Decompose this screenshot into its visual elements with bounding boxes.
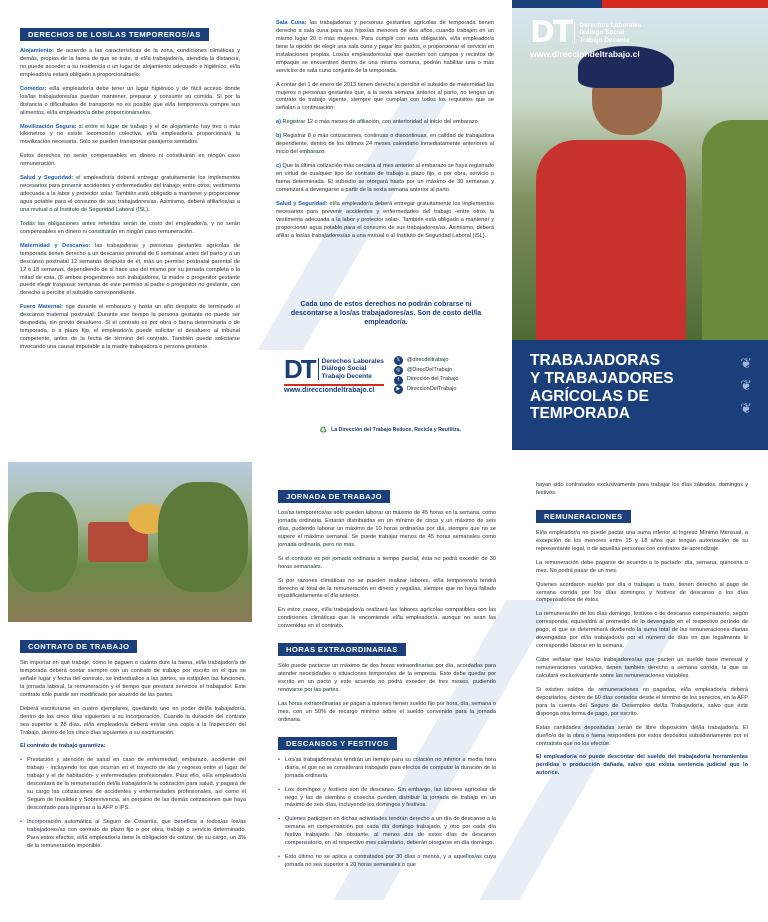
- derechos-text: rige durante el embarazo y hasta un año después de terminado el descanso maternal postnatal. Durante ese tiempo la persona gestante no puede ser despedida, sin previo desafuero. Si el contrato es por obra o faena determinada o de temporada, o a plazo fijo, el empleador/a puede solicitar el desafuero al tribunal competente, antes de la fecha de término del contrato. También puede solicitarse invocando una causal imputable a la madre trabajadora o persona gestante.: [20, 304, 240, 350]
- sala-cuna-label: Salud y Seguridad:: [276, 200, 328, 207]
- derechos-label: Salud y Seguridad:: [20, 175, 74, 182]
- contrato-panel: [20, 636, 246, 920]
- cover-title: [512, 340, 768, 450]
- contact-block: [284, 356, 504, 416]
- sala-cuna-text: el/la empleador/a deberá entregar gratuitamente los implementos necesarios para prevenir accidentes y enfermedades del trabajo -entre otros la vestimenta adecuada a la labor y protector solar-. También está obligado a mantener y proporcionar agua potable para el consumo de sus trabajadores/as. Asimismo, deberá afiliar a los/as trabajadores/as a una mutual o al Instituto de Seguridad Laboral (ISL).: [276, 200, 494, 239]
- remuneraciones-paragraph: La remuneración de los días domingo, festivos o de descanso compensatorio, según corresponda, equivaldrá al promedio de lo devengado en el respectivo período de pago, el que se determinará dividiendo la suma total de las remuneraciones diarias devengadas por el/la trabajador/a por el número de días en que legalmente le correspondió laborar en la semana.: [536, 611, 748, 650]
- sala-cuna-text: Que la última cotización más cercana al mes anterior al embarazo se haya registrado en virtud de cualquier tipo de contrato de trabajo a plazo fijo, o por obra, servicio o faena determinada. El subsidio se otorgará hasta por un máximo de 30 semanas y comenzará a devengarse a partir de la sexta semana anterior al parto.: [276, 163, 494, 193]
- derechos-paragraph: [20, 124, 240, 148]
- social-handle: DireccionDelTrabajo: [406, 385, 457, 392]
- sala-cuna-paragraph: [276, 20, 494, 76]
- jornada-paragraph: En estos casos, el/la trabajador/a realizará las labores agrícolas compatibles con las condiciones climáticas que le encomiende el/la empleador/a, aunque no sean las convenidas en el contrato.: [278, 607, 496, 630]
- logo-line: Diálogo Social: [321, 365, 367, 373]
- remuneraciones-paragraph: La remuneración debe pagarse de acuerdo a lo pactado: día, semana, quincena o mes. No podrá pasar de un mes.: [536, 559, 748, 574]
- dt-letters-large: DT: [530, 15, 572, 50]
- descansos-bullet: • Los/as trabajadores/as tendrán un tiempo para su colación no inferior a media hora diaria, el que no se considerará trabajado para efectos de computar la duración de la jornada ordinaria.: [278, 757, 496, 781]
- derechos-text: Estos derechos no serán compensables en dinero ni constituirán en ningún caso remuneración.: [20, 153, 240, 168]
- remuneraciones-heading: REMUNERACIONES: [536, 510, 631, 523]
- derechos-text: el empleador/a deberá entregar gratuitamente los implementos necesarios para prevenir accidentes y enfermedades del trabajo; entre otros, vestimenta adecuada a la labor y protector solar. También está obligado a mantener y proporcionar agua potable para el consumo de sus trabajadores/as. Asimismo, deberá afiliarlos/as a una mutual o al Instituto de Seguridad Laboral (ISL).: [20, 175, 240, 213]
- logo-line: Y TRABAJADORES: [530, 369, 674, 387]
- cover-web-link[interactable]: www.direcciondeltrabajo.cl: [530, 49, 640, 59]
- notice-text: Cada uno de estos derechos no podrán cobrarse ni descontarse a los/as trabajadores/as. Son de costo del/la empleador/a.: [290, 301, 482, 327]
- flag-stripe: [512, 0, 768, 8]
- contrato-bullet: • Incorporación automática al Seguro de Cesantía, que beneficia a todos/as los/as trabajadores/as con contrato de plazo fijo o por obra, trabajo o servicio determinado. Para estos efectos, el/la empleador/a tiene la obligación de cotizar, de su cargo, un 3% de la remuneración imponible.: [20, 819, 246, 851]
- derechos-paragraph: [20, 221, 240, 237]
- cover-panel: [512, 0, 768, 450]
- contrato-paragraph: Sin importar en qué trabaje, cómo le paguen o cuánto dure la faena, el/la trabajador/a de temporada deberá contar siempre con un contrato de trabajo por escrito en el que se señale lugar y fecha del contrato, se individualice a las partes, se estipulen las funciones, la jornada laboral, la remuneración y el tiempo que prestará servicios el trabajador. Este contrato sólo puede ser modificado por acuerdo de las partes.: [20, 660, 246, 698]
- social-item[interactable]: [394, 375, 459, 385]
- remuneraciones-final: El empleador/a no puede descontar del sueldo del trabajador/a herramientas perdidas o producción dañada, salvo que exista sentencia judicial que lo autorice.: [536, 754, 748, 777]
- instagram-icon: ◎: [394, 366, 403, 375]
- extra-paragraph: Las horas extraordinarias se pagan a quienes tienen sueldo fijo por hora, día, semana o mes, con un 50% de recargo mínimo sobre el sueldo convenido para la jornada ordinaria.: [278, 700, 496, 723]
- dt-logo: [530, 15, 730, 59]
- twitter-icon: 𝕏: [394, 356, 403, 365]
- contrato-paragraph: Deberá escriturarse en cuatro ejemplares, quedando uno en poder del/la trabajador/a, dentro de los cinco días siguientes a su incorporación. Cuando la duración del contrato sea superior a 28 días, el/la empleador/a deberá enviar una copia a la Inspección del Trabajo, dentro de los cinco días siguientes a su escrituración.: [20, 705, 246, 736]
- sala-cuna-label: a): [276, 119, 281, 126]
- descansos-bullet: • Esto último no se aplica a contratados por 30 días o menos, y a aquellos/as cuya jornada no sea superior a 20 horas semanales o que: [278, 854, 496, 870]
- web-link[interactable]: www.direcciondeltrabajo.cl: [284, 384, 384, 394]
- contrato-heading: CONTRATO DE TRABAJO: [20, 640, 137, 653]
- sala-cuna-paragraph: [276, 133, 494, 157]
- orchard-photo: [8, 462, 252, 622]
- derechos-paragraph: [20, 48, 240, 80]
- derechos-paragraph: [20, 153, 240, 169]
- jornada-paragraph: Si el contrato es por jornada ordinaria a tiempo parcial, ésta no podrá exceder de 30 horas semanales.: [278, 555, 496, 570]
- descansos-bullet: • Quienes participen en dichas actividades tendrán derecho a un día de descanso a la semana en compensación por cada día domingo trabajado, y otro por cada día festivo trabajado. No obstante, al menos dos de estos días de descanso compensatorio, en el respectivo mes calendario, deberán otorgarse en día domingo.: [278, 816, 496, 848]
- social-item[interactable]: [394, 385, 459, 395]
- sala-cuna-panel: [276, 20, 494, 300]
- logo-line: TEMPORADA: [530, 405, 630, 423]
- derechos-text: si entre el lugar de trabajo y el de alojamiento hay tres o más kilómetros y no existe locomoción colectiva, el/la empleador/a proporcionará la movilización necesaria. Sólo se pueden transportar pasajeros sentados.: [20, 123, 240, 146]
- derechos-paragraph: [20, 175, 240, 215]
- remuneraciones-paragraph: El/la empleador/a no puede pactar una suma inferior al Ingreso Mínimo Mensual, a excepción de los menores entre 15 y 18 años que tengan autorización de su representante legal, o de aquellas personas con contratos de aprendizaje.: [536, 529, 748, 552]
- derechos-label: Fuero Maternal:: [20, 304, 63, 311]
- remuneraciones-paragraph: Estas cantidades depositadas serán de libre disposición del/la trabajador/a. El dueño/a de la obra o faena responderá por estos depósitos subsidiariamente por el contratista que no los efectúe.: [536, 724, 748, 747]
- derechos-text: de acuerdo a las características de la zona, condiciones climáticas y demás, propias de la faena de que se trate, si el/la trabajador/a, atendida la distancia, no puede acceder a su residencia o un lugar de alojamiento adecuado e higiénico, el/la empleador/a estará obligado a proporcionárselo.: [20, 48, 240, 78]
- logo-line: Derechos Laborales: [321, 357, 384, 365]
- sala-cuna-text: A contar del 1 de enero de 2013 tienen derecho a percibir el subsidio de maternidad las mujeres o personas gestantes que, a la sexta semana anterior al parto, no tengan un contrato de trabajo vigente, siempre que cumplan con todos los requisitos que se señalan a continuación:: [276, 81, 494, 112]
- logo-line: Trabajo Decente: [321, 372, 372, 380]
- dt-logo-small: [284, 356, 384, 395]
- sala-cuna-paragraph: [276, 82, 494, 114]
- contrato-bullet: • Prestación y atención de salud en caso de enfermedad, embarazo, accidente del trabajo - incluyendo los que ocurran en el trayecto de ida y regreso entre el lugar de trabajo y el de habitación- y enfermedades profesionales. Para ello, el/la empleador/a descontará de la remuneración del/la trabajador/a la cotización para salud, y pagará de su cargo las cotizaciones de accidentes y enfermedades profesionales, así como el Seguro de Invalidez y Sobrevivencia, sin perjuicio de las demás cotizaciones que haya descontado para ingresar a la AFP o IPS.: [20, 757, 246, 813]
- sala-cuna-text: Registrar 8 o más cotizaciones, continuas o discontinuas, en calidad de trabajadora dependiente, dentro de los últimos 24 meses calendario inmediatamente anteriores al inicio del embarazo.: [276, 133, 494, 156]
- remuneraciones-paragraph: Cabe señalar que los/as trabajadores/as que pacten un sueldo base mensual y remuneraciones variables, tienen también derecho a semana corrida, la que se calculará exclusivamente sobre las remuneraciones variables.: [536, 657, 748, 679]
- youtube-icon: ▶: [394, 385, 403, 394]
- logo-line: AGRÍCOLAS DE: [530, 387, 649, 405]
- derechos-heading: DERECHOS DE LOS/LAS TEMPOREROS/AS: [20, 28, 209, 41]
- remuneraciones-paragraph: Si existen saldos de remuneraciones no pagadas, el/la empleador/a deberá depositarlos, dentro de 60 días contados desde el término de los servicios, en la AFP para la cuenta del Seguro de Desempleo del/la Trabajador/a, salvo que éste disponga otra forma de pago, por escrito.: [536, 686, 748, 717]
- jornada-panel: [278, 486, 496, 922]
- derechos-label: Comedor:: [20, 85, 47, 92]
- social-item[interactable]: [394, 366, 459, 376]
- garantiza-label: El contrato de trabajo garantiza:: [20, 743, 106, 750]
- derechos-paragraph: [20, 304, 240, 352]
- logo-line: Diálogo Social: [579, 29, 625, 37]
- derechos-text: las trabajadoras y personas gestantes agrícolas de temporada tienen derecho a un descanso prenatal de 6 semanas antes del parto y a un descanso postnatal 12 semanas después de él, más un permiso postnatal parental de 12 ó 18 semanas, dependiendo de si hace uso del mismo por su jornada completa o la mitad de esta, (6 ambos progenitores son trabajadores, la madre o progenitor gestante puede elegir traspasar semanas de este permiso al padre o progenitor no gestante, con derecho a percibir el subsidio correspondiente.: [20, 242, 240, 297]
- sala-cuna-text: Registrar 12 o más meses de afiliación, con anterioridad al inicio del embarazo.: [280, 119, 480, 126]
- derechos-text: el/la empleador/a debe tener un lugar higiénico y de fácil acceso donde los/las trabajadores/as puedan mantener, preparar y consumir su comida. Si por la distancia o dificultades de transporte no es posible que el/la temporero/a compre sus alimentos, el/la empleador/a debe proporcionárselos.: [20, 85, 240, 116]
- remuneraciones-lead: hayan sido contratados exclusivamente para trabajar los días sábados, domingos y festivos.: [536, 482, 748, 496]
- derechos-panel: [20, 24, 240, 424]
- recycle-note: ♻ La Dirección del Trabajo Reduce, Recicla y Reutiliza.: [319, 424, 461, 435]
- derechos-label: Alojamiento:: [20, 48, 54, 54]
- facebook-icon: f: [394, 376, 403, 385]
- extra-heading: HORAS EXTRAORDINARIAS: [278, 643, 406, 656]
- descansos-bullet: • Los domingos y festivos son de descanso. Sin embargo, las labores agrícolas de riego y las de siembra o cosecha pueden distribuir la jornada de trabajo en un máximo de seis días, incluyendo los domingos y festivos.: [278, 787, 496, 811]
- logo-line: Derechos Laborales: [579, 21, 642, 29]
- jornada-heading: JORNADA DE TRABAJO: [278, 490, 390, 503]
- jornada-paragraph: Los/as temporeros/as sólo pueden laborar un máximo de 45 horas en la semana, como jornada ordinaria. Estarán distribuidas en un mínimo de cinco y un máximo de seis días, pudiendo laborar un máximo de 10 horas ordinarias por día, siempre que no se supere el máximo semanal. Se puede trabajar menos de 45 horas semanales como jornada ordinaria, pero no más.: [278, 510, 496, 548]
- wheat-icon: ❦ ❦ ❦: [740, 355, 752, 416]
- derechos-paragraph: [20, 86, 240, 118]
- sala-cuna-label: c): [276, 163, 281, 170]
- sala-cuna-paragraph: [276, 201, 494, 241]
- sala-cuna-label: b): [276, 133, 282, 140]
- social-item[interactable]: [394, 356, 459, 366]
- remuneraciones-panel: [536, 482, 748, 922]
- social-handle: @direcdeltrabajo: [406, 357, 449, 363]
- social-handle: Dirección del Trabajo: [406, 376, 459, 383]
- sala-cuna-label: Sala Cuna:: [276, 20, 307, 26]
- sala-cuna-paragraph: [276, 119, 494, 127]
- derechos-text: Todas las obligaciones antes referidas serán de costo del empleador/a, y no serán compensables en dinero ni constituirán en ningún caso remuneración.: [20, 220, 240, 235]
- sala-cuna-paragraph: [276, 163, 494, 195]
- social-handle: @DirecDelTrabajo: [406, 366, 452, 373]
- derechos-label: Movilización Segura:: [20, 123, 77, 130]
- jornada-paragraph: Si por razones climáticas no se pueden realizar labores, el/la temporero/a tendrá derecho al total de la remuneración en dinero y regalías, siempre que no haya faltado injustificadamente el día anterior.: [278, 577, 496, 600]
- descansos-heading: DESCANSOS Y FESTIVOS: [278, 737, 397, 750]
- extra-paragraph: Sólo puede pactarse un máximo de dos horas extraordinarias por día, acordadas para atender necesidades o situaciones temporales de la empresa. Esto debe quedar por escrito en un pacto y este acuerdo no podrá exceder de tres meses, pudiendo renovarse por las partes.: [278, 663, 496, 693]
- remuneraciones-paragraph: Quienes acordaron sueldo por día o trabajan a trato, tienen derecho al pago de semana corrida por los días domingos y festivos de descanso o los días compensatorios de éstos.: [536, 581, 748, 604]
- logo-line: Trabajo Decente: [579, 36, 630, 44]
- logo-line: TRABAJADORAS: [530, 352, 661, 369]
- recycle-icon: ♻: [319, 424, 328, 435]
- derechos-label: Maternidad y Descanso:: [20, 242, 91, 249]
- derechos-paragraph: [20, 243, 240, 299]
- notice-box: [280, 300, 492, 340]
- dt-letters: DT: [284, 356, 315, 384]
- sala-cuna-text: las trabajadoras y personas gestantes agrícolas de temporada tienen derecho a sala cuna para sus hijos/as menores de dos años, cuando trabajen en un mismo lugar 20 o más mujeres. Para cumplir con esta obligación, el/la empleador/a tiene la opción de elegir una sala cuna y pagar los gastos, o proporcionar el servicio en instalaciones propias. Los/as empleadores/as que cuenten con campos y recintos de empaque se encuentren dentro de una misma comuna, podrán habilitar una o más servicios de sala cuna conjunto de la temporada.: [276, 20, 494, 74]
